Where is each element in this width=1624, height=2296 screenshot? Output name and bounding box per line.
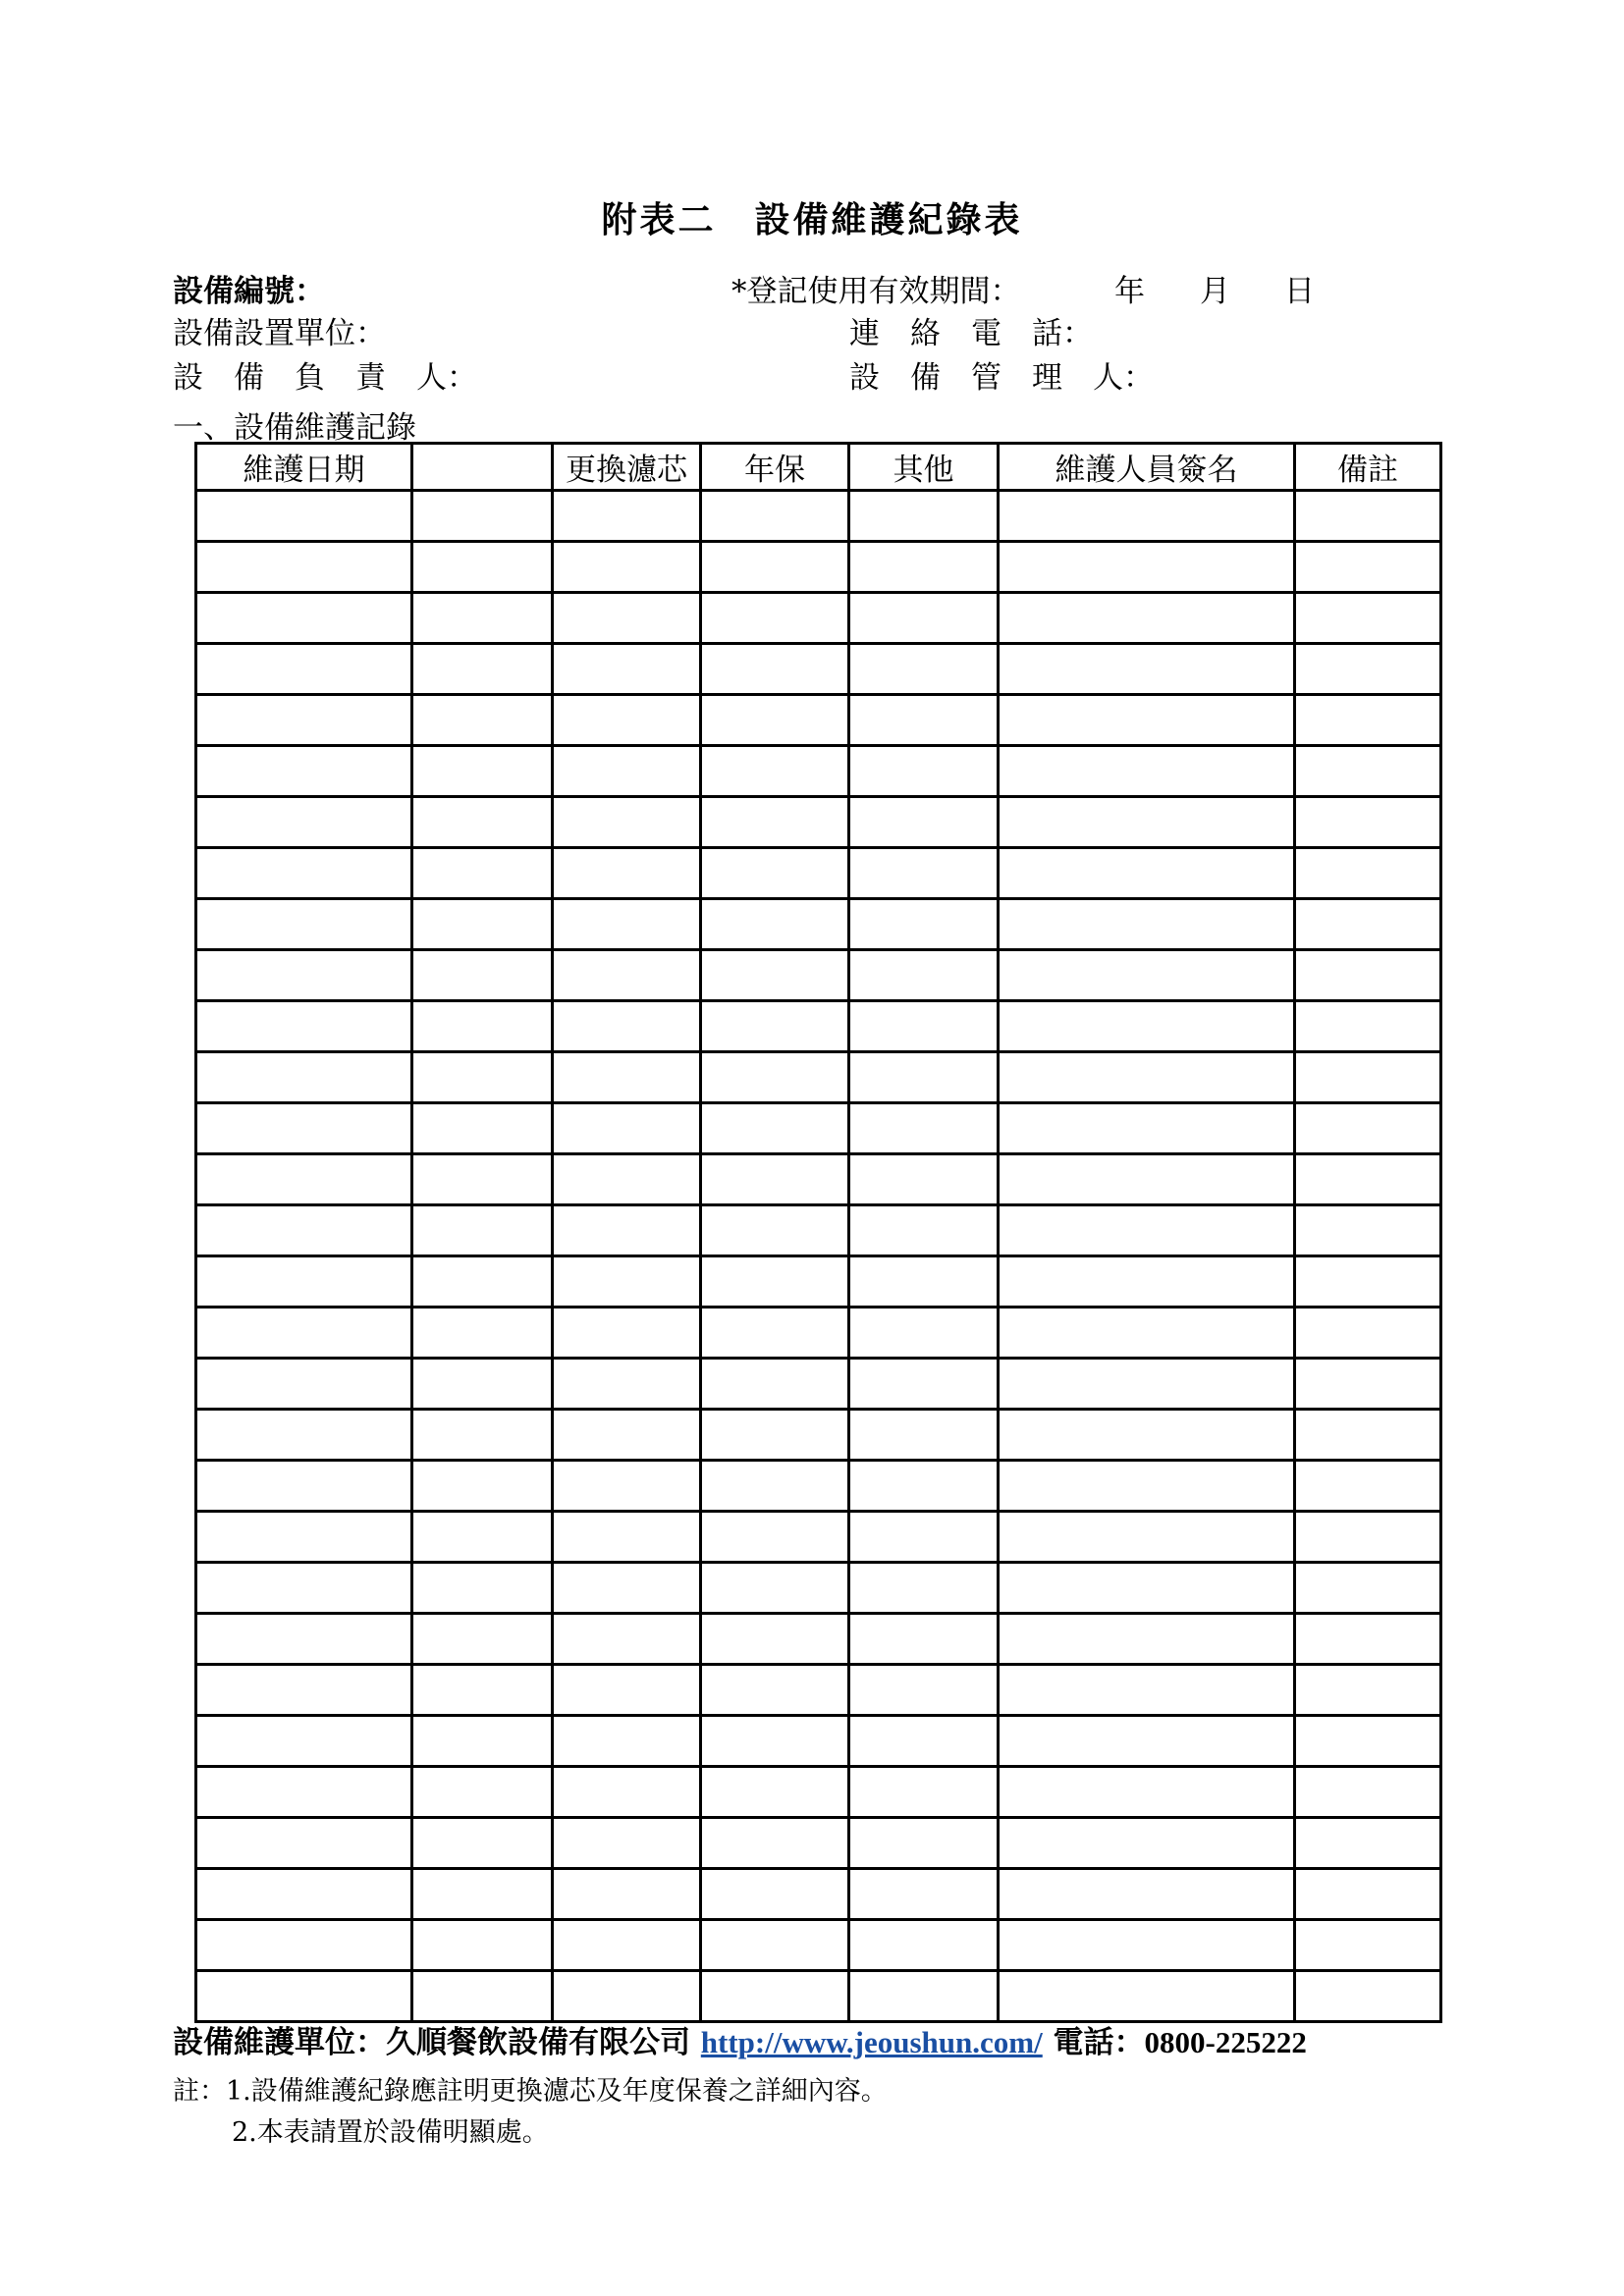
table-cell[interactable] [999, 1052, 1295, 1103]
table-cell[interactable] [553, 1767, 701, 1818]
table-cell[interactable] [1295, 1869, 1441, 1920]
table-cell[interactable] [999, 746, 1295, 797]
table-cell[interactable] [849, 1767, 999, 1818]
table-row [196, 1359, 1441, 1410]
table-cell[interactable] [412, 1205, 553, 1256]
table-cell[interactable] [553, 1665, 701, 1716]
table-row [196, 746, 1441, 797]
table-cell[interactable] [412, 695, 553, 746]
column-header-annual-maintenance: 年保 [701, 444, 849, 491]
table-cell[interactable] [1295, 1461, 1441, 1512]
table-cell[interactable] [1295, 1154, 1441, 1205]
equipment-no-label: 設備編號： [173, 274, 325, 309]
table-cell[interactable] [1295, 1308, 1441, 1359]
table-cell[interactable] [1295, 1256, 1441, 1308]
table-cell[interactable] [553, 1052, 701, 1103]
table-cell[interactable] [999, 1767, 1295, 1818]
table-row [196, 1767, 1441, 1818]
table-cell[interactable] [701, 797, 849, 848]
table-cell[interactable] [999, 1614, 1295, 1665]
table-cell[interactable] [701, 899, 849, 950]
note-2: 2.本表請置於設備明顯處。 [232, 2117, 549, 2148]
table-cell[interactable] [701, 1001, 849, 1052]
table-cell[interactable] [701, 1614, 849, 1665]
table-cell[interactable] [196, 1205, 412, 1256]
table-cell[interactable] [196, 1563, 412, 1614]
table-cell[interactable] [701, 1410, 849, 1461]
table-cell[interactable] [849, 1308, 999, 1359]
table-cell[interactable] [196, 1154, 412, 1205]
table-row [196, 1665, 1441, 1716]
table-cell[interactable] [412, 593, 553, 644]
table-cell[interactable] [999, 797, 1295, 848]
table-cell[interactable] [412, 1256, 553, 1308]
table-row [196, 1052, 1441, 1103]
table-cell[interactable] [849, 1971, 999, 2022]
table-cell[interactable] [1295, 593, 1441, 644]
table-cell[interactable] [849, 1256, 999, 1308]
table-cell[interactable] [553, 746, 701, 797]
table-cell[interactable] [412, 644, 553, 695]
table-cell[interactable] [553, 1971, 701, 2022]
table-row [196, 1154, 1441, 1205]
table-cell[interactable] [999, 1971, 1295, 2022]
table-cell[interactable] [999, 1154, 1295, 1205]
table-cell[interactable] [701, 1818, 849, 1869]
table-cell[interactable] [701, 1052, 849, 1103]
table-cell[interactable] [1295, 1665, 1441, 1716]
responsible-person-label: 設 備 負 責 人： [173, 360, 477, 396]
table-cell[interactable] [849, 1665, 999, 1716]
table-cell[interactable] [553, 1256, 701, 1308]
table-cell[interactable] [412, 542, 553, 593]
table-cell[interactable] [1295, 1716, 1441, 1767]
table-cell[interactable] [701, 1869, 849, 1920]
table-cell[interactable] [999, 1256, 1295, 1308]
table-cell[interactable] [999, 644, 1295, 695]
table-cell[interactable] [553, 644, 701, 695]
table-cell[interactable] [553, 1818, 701, 1869]
table-cell[interactable] [553, 542, 701, 593]
table-cell[interactable] [1295, 644, 1441, 695]
table-cell[interactable] [849, 1359, 999, 1410]
table-cell[interactable] [412, 1512, 553, 1563]
table-cell[interactable] [196, 1512, 412, 1563]
table-cell[interactable] [849, 542, 999, 593]
table-cell[interactable] [999, 1461, 1295, 1512]
table-cell[interactable] [1295, 1205, 1441, 1256]
table-cell[interactable] [701, 746, 849, 797]
table-cell[interactable] [849, 1154, 999, 1205]
table-cell[interactable] [553, 899, 701, 950]
table-cell[interactable] [999, 695, 1295, 746]
table-row [196, 950, 1441, 1001]
table-cell[interactable] [412, 950, 553, 1001]
install-unit-label: 設備設置單位： [173, 316, 386, 351]
table-cell[interactable] [412, 1818, 553, 1869]
table-cell[interactable] [412, 1920, 553, 1971]
table-cell[interactable] [1295, 1563, 1441, 1614]
table-cell[interactable] [849, 950, 999, 1001]
table-cell[interactable] [849, 1920, 999, 1971]
table-cell[interactable] [553, 848, 701, 899]
note-1: 註：1.設備維護紀錄應註明更換濾芯及年度保養之詳細內容。 [173, 2076, 888, 2107]
maintenance-unit-label: 設備維護單位：久順餐飲設備有限公司 [173, 2025, 701, 2060]
table-row [196, 1205, 1441, 1256]
table-cell[interactable] [196, 1256, 412, 1308]
table-cell[interactable] [412, 1563, 553, 1614]
table-cell[interactable] [553, 1154, 701, 1205]
table-cell[interactable] [849, 644, 999, 695]
table-cell[interactable] [999, 1818, 1295, 1869]
table-row [196, 1512, 1441, 1563]
table-cell[interactable] [553, 1205, 701, 1256]
table-cell[interactable] [701, 1665, 849, 1716]
table-cell[interactable] [1295, 1971, 1441, 2022]
table-cell[interactable] [553, 1512, 701, 1563]
table-cell[interactable] [701, 593, 849, 644]
table-cell[interactable] [701, 1971, 849, 2022]
table-cell[interactable] [412, 1869, 553, 1920]
table-cell[interactable] [1295, 491, 1441, 542]
table-cell[interactable] [196, 1308, 412, 1359]
table-cell[interactable] [1295, 695, 1441, 746]
section-title: 一、設備維護記錄 [173, 410, 416, 446]
table-row [196, 1818, 1441, 1869]
table-row [196, 1614, 1441, 1665]
table-cell[interactable] [196, 1410, 412, 1461]
table-cell[interactable] [849, 1869, 999, 1920]
table-cell[interactable] [999, 491, 1295, 542]
table-cell[interactable] [701, 1205, 849, 1256]
table-cell[interactable] [196, 1665, 412, 1716]
table-cell[interactable] [412, 1461, 553, 1512]
table-cell[interactable] [999, 1920, 1295, 1971]
table-cell[interactable] [1295, 1920, 1441, 1971]
table-cell[interactable] [196, 848, 412, 899]
table-row [196, 848, 1441, 899]
table-cell[interactable] [553, 1461, 701, 1512]
column-header-remarks: 備註 [1295, 444, 1441, 491]
table-cell[interactable] [849, 746, 999, 797]
table-cell[interactable] [412, 848, 553, 899]
table-row [196, 1461, 1441, 1512]
table-cell[interactable] [412, 746, 553, 797]
table-cell[interactable] [701, 1308, 849, 1359]
table-cell[interactable] [412, 1308, 553, 1359]
table-cell[interactable] [553, 593, 701, 644]
table-cell[interactable] [999, 1359, 1295, 1410]
table-cell[interactable] [553, 1920, 701, 1971]
table-cell[interactable] [849, 1818, 999, 1869]
table-cell[interactable] [701, 1716, 849, 1767]
table-cell[interactable] [701, 950, 849, 1001]
table-cell[interactable] [701, 1563, 849, 1614]
table-cell[interactable] [553, 1563, 701, 1614]
table-row [196, 644, 1441, 695]
table-cell[interactable] [196, 746, 412, 797]
contact-phone-label: 連 絡 電 話： [849, 316, 1093, 351]
table-cell[interactable] [553, 950, 701, 1001]
table-cell[interactable] [999, 1512, 1295, 1563]
table-cell[interactable] [1295, 1512, 1441, 1563]
table-cell[interactable] [849, 1512, 999, 1563]
table-cell[interactable] [849, 1563, 999, 1614]
table-cell[interactable] [999, 542, 1295, 593]
table-cell[interactable] [999, 1563, 1295, 1614]
table-cell[interactable] [701, 1767, 849, 1818]
table-row [196, 1971, 1441, 2022]
table-cell[interactable] [849, 899, 999, 950]
table-cell[interactable] [999, 1001, 1295, 1052]
table-cell[interactable] [849, 1052, 999, 1103]
table-cell[interactable] [1295, 899, 1441, 950]
table-cell[interactable] [849, 1410, 999, 1461]
table-row [196, 1716, 1441, 1767]
table-cell[interactable] [196, 593, 412, 644]
table-cell[interactable] [196, 695, 412, 746]
table-cell[interactable] [196, 1767, 412, 1818]
column-header-blank [412, 444, 553, 491]
table-cell[interactable] [196, 1920, 412, 1971]
table-cell[interactable] [412, 1359, 553, 1410]
table-cell[interactable] [1295, 1410, 1441, 1461]
table-cell[interactable] [196, 1818, 412, 1869]
table-cell[interactable] [196, 797, 412, 848]
table-cell[interactable] [701, 1154, 849, 1205]
table-cell[interactable] [999, 1205, 1295, 1256]
table-cell[interactable] [412, 1052, 553, 1103]
table-cell[interactable] [196, 1001, 412, 1052]
table-row [196, 1563, 1441, 1614]
phone-number: 0800-225222 [1144, 2025, 1307, 2059]
table-cell[interactable] [999, 1716, 1295, 1767]
table-cell[interactable] [196, 1971, 412, 2022]
table-cell[interactable] [412, 1103, 553, 1154]
table-cell[interactable] [553, 695, 701, 746]
table-cell[interactable] [553, 1001, 701, 1052]
table-row [196, 1001, 1441, 1052]
table-cell[interactable] [999, 1869, 1295, 1920]
table-cell[interactable] [1295, 1614, 1441, 1665]
table-cell[interactable] [412, 1767, 553, 1818]
table-row [196, 593, 1441, 644]
table-cell[interactable] [849, 797, 999, 848]
month-label: 月 [1200, 274, 1230, 309]
table-cell[interactable] [553, 1359, 701, 1410]
table-row [196, 491, 1441, 542]
table-row [196, 695, 1441, 746]
table-cell[interactable] [553, 491, 701, 542]
table-cell[interactable] [849, 1716, 999, 1767]
table-cell[interactable] [412, 1001, 553, 1052]
table-cell[interactable] [849, 593, 999, 644]
company-website-link[interactable]: http://www.jeoushun.com/ [700, 2025, 1043, 2059]
table-cell[interactable] [553, 1614, 701, 1665]
table-cell[interactable] [849, 1001, 999, 1052]
table-cell[interactable] [999, 1665, 1295, 1716]
maintenance-log-table [194, 442, 1442, 2023]
table-cell[interactable] [701, 542, 849, 593]
table-cell[interactable] [999, 1308, 1295, 1359]
page-title: 附表二 設備維護紀錄表 [601, 199, 1023, 240]
table-row [196, 1103, 1441, 1154]
table-cell[interactable] [553, 1716, 701, 1767]
table-row [196, 899, 1441, 950]
day-label: 日 [1284, 274, 1315, 309]
table-cell[interactable] [849, 1205, 999, 1256]
table-row [196, 1920, 1441, 1971]
column-header-technician-signature: 維護人員簽名 [999, 444, 1295, 491]
table-cell[interactable] [1295, 542, 1441, 593]
table-cell[interactable] [999, 950, 1295, 1001]
table-cell[interactable] [196, 1869, 412, 1920]
table-cell[interactable] [412, 1614, 553, 1665]
table-cell[interactable] [999, 1103, 1295, 1154]
table-row [196, 1256, 1441, 1308]
table-cell[interactable] [849, 491, 999, 542]
maintenance-unit-footer [173, 2017, 1307, 2061]
table-cell[interactable] [412, 899, 553, 950]
table-cell[interactable] [1295, 848, 1441, 899]
table-row [196, 1410, 1441, 1461]
table-cell[interactable] [196, 542, 412, 593]
table-cell[interactable] [999, 899, 1295, 950]
manager-label: 設 備 管 理 人： [849, 360, 1154, 396]
table-cell[interactable] [196, 1359, 412, 1410]
table-row [196, 1869, 1441, 1920]
table-cell[interactable] [553, 1869, 701, 1920]
table-cell[interactable] [701, 1103, 849, 1154]
table-cell[interactable] [196, 1614, 412, 1665]
table-cell[interactable] [1295, 797, 1441, 848]
table-cell[interactable] [701, 848, 849, 899]
table-cell[interactable] [849, 1103, 999, 1154]
table-cell[interactable] [412, 797, 553, 848]
table-cell[interactable] [701, 1359, 849, 1410]
table-cell[interactable] [849, 1614, 999, 1665]
table-cell[interactable] [196, 1461, 412, 1512]
validity-period-label: *登記使用有效期間： [731, 274, 1021, 309]
table-cell[interactable] [196, 491, 412, 542]
table-cell[interactable] [1295, 1103, 1441, 1154]
column-header-filter-replacement: 更換濾芯 [553, 444, 701, 491]
table-cell[interactable] [701, 491, 849, 542]
table-cell[interactable] [1295, 1767, 1441, 1818]
table-cell[interactable] [553, 1308, 701, 1359]
table-cell[interactable] [1295, 746, 1441, 797]
table-cell[interactable] [196, 950, 412, 1001]
year-label: 年 [1114, 274, 1145, 309]
table-cell[interactable] [849, 848, 999, 899]
table-cell[interactable] [412, 1665, 553, 1716]
table-row [196, 797, 1441, 848]
table-row [196, 542, 1441, 593]
table-cell[interactable] [701, 644, 849, 695]
column-header-maintenance-date: 維護日期 [196, 444, 412, 491]
column-header-other: 其他 [849, 444, 999, 491]
table-cell[interactable] [196, 1052, 412, 1103]
table-cell[interactable] [999, 848, 1295, 899]
table-cell[interactable] [701, 1256, 849, 1308]
table-cell[interactable] [196, 899, 412, 950]
table-cell[interactable] [701, 1512, 849, 1563]
table-cell[interactable] [1295, 1359, 1441, 1410]
table-cell[interactable] [412, 491, 553, 542]
table-cell[interactable] [412, 1971, 553, 2022]
table-cell[interactable] [412, 1716, 553, 1767]
phone-label: 電話： [1042, 2025, 1145, 2060]
table-cell[interactable] [553, 797, 701, 848]
table-cell[interactable] [1295, 1052, 1441, 1103]
table-cell[interactable] [849, 1461, 999, 1512]
table-row [196, 1308, 1441, 1359]
table-cell[interactable] [553, 1103, 701, 1154]
table-cell[interactable] [701, 1920, 849, 1971]
table-cell[interactable] [412, 1154, 553, 1205]
table-cell[interactable] [553, 1410, 701, 1461]
table-cell[interactable] [701, 695, 849, 746]
table-cell[interactable] [701, 1461, 849, 1512]
table-cell[interactable] [1295, 1001, 1441, 1052]
table-cell[interactable] [196, 1103, 412, 1154]
table-cell[interactable] [196, 644, 412, 695]
table-cell[interactable] [999, 593, 1295, 644]
table-header-row [196, 444, 1441, 491]
table-cell[interactable] [849, 695, 999, 746]
table-cell[interactable] [412, 1410, 553, 1461]
table-cell[interactable] [1295, 950, 1441, 1001]
table-cell[interactable] [1295, 1818, 1441, 1869]
table-cell[interactable] [196, 1716, 412, 1767]
table-cell[interactable] [999, 1410, 1295, 1461]
